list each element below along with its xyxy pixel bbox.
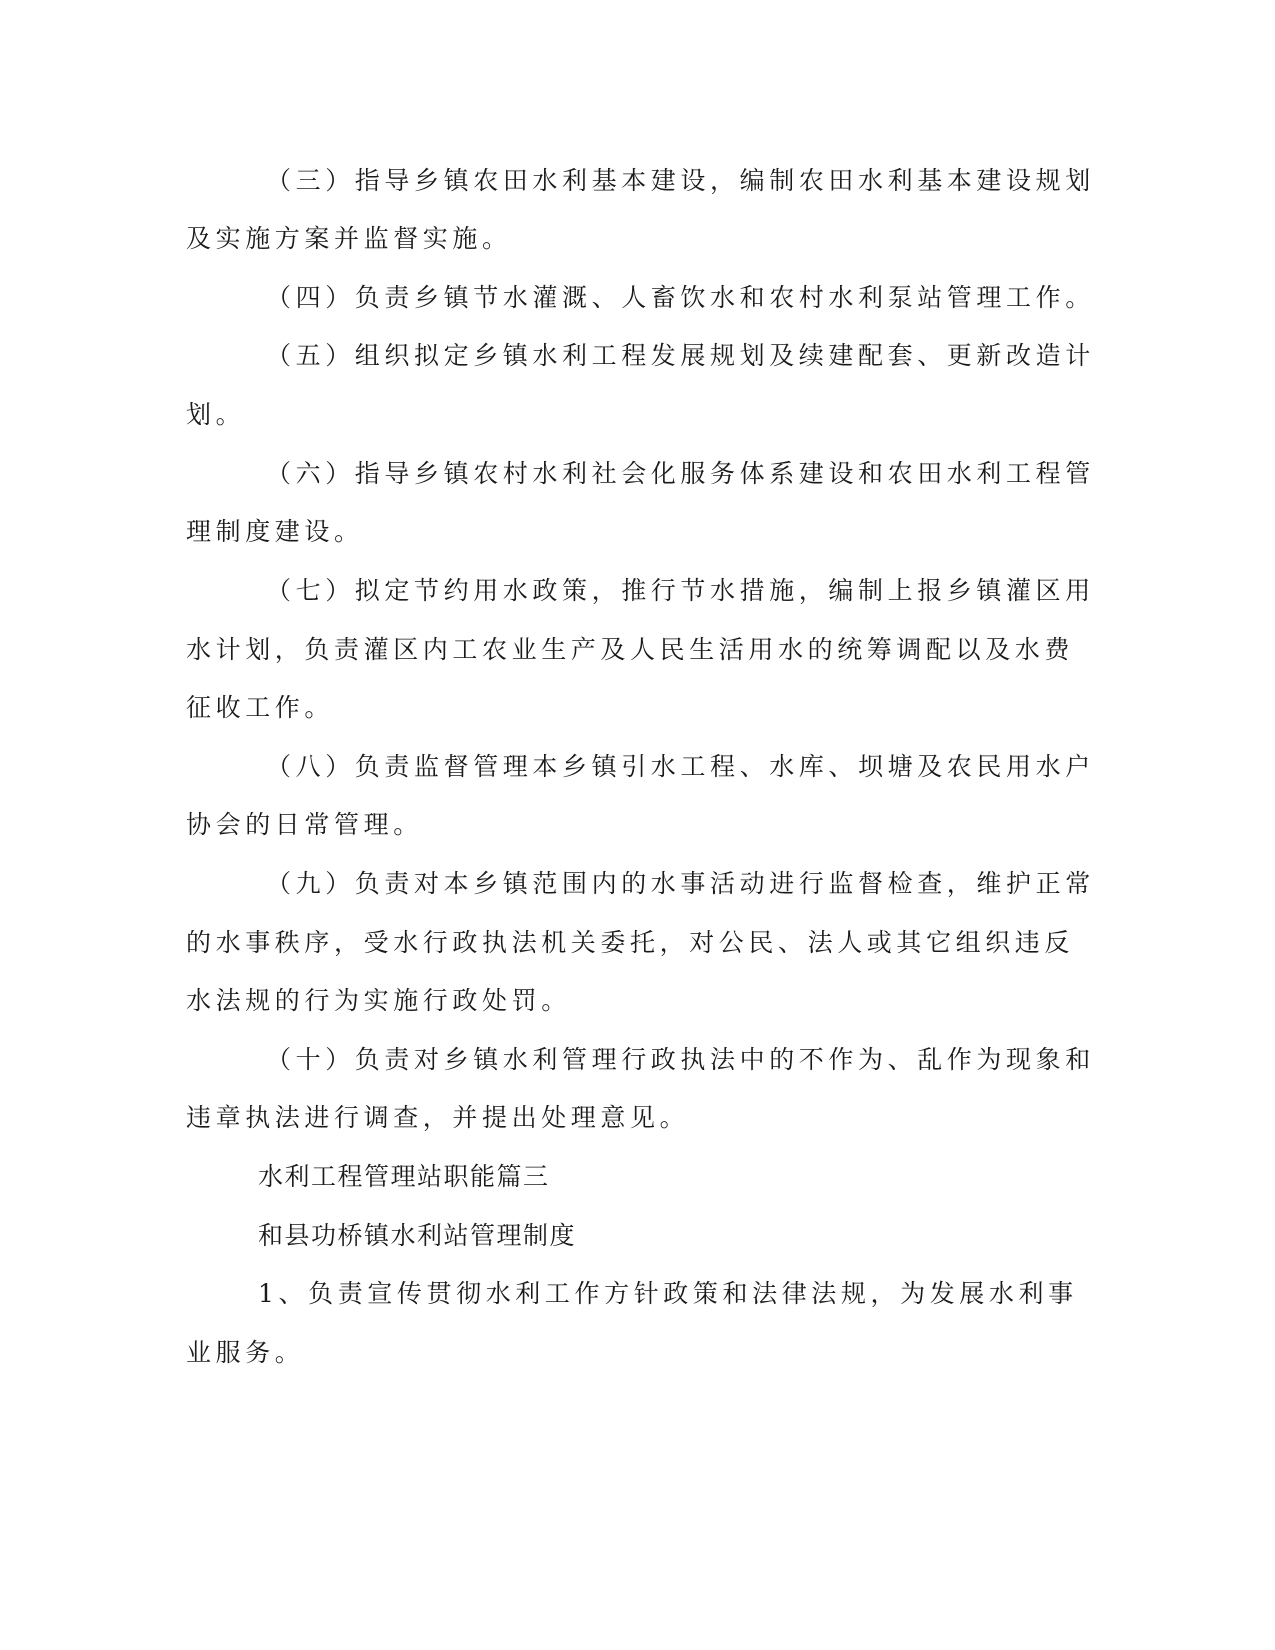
section-heading: 水利工程管理站职能篇三 xyxy=(258,1162,550,1191)
paragraph-line: 水计划，负责灌区内工农业生产及人民生活用水的统筹调配以及水费 xyxy=(186,635,1075,664)
paragraph-line: （九）负责对本乡镇范围内的水事活动进行监督检查，维护正常 xyxy=(266,869,1095,898)
paragraph-line: 划。 xyxy=(186,400,246,429)
paragraph-line: （三）指导乡镇农田水利基本建设，编制农田水利基本建设规划 xyxy=(266,166,1095,195)
paragraph-line: （七）拟定节约用水政策，推行节水措施，编制上报乡镇灌区用 xyxy=(266,576,1095,605)
paragraph-line: （十）负责对乡镇水利管理行政执法中的不作为、乱作为现象和 xyxy=(266,1045,1095,1074)
paragraph-line: 业服务。 xyxy=(186,1338,305,1367)
paragraph-line: （八）负责监督管理本乡镇引水工程、水库、坝塘及农民用水户 xyxy=(266,752,1095,781)
paragraph-line: 协会的日常管理。 xyxy=(186,810,423,839)
paragraph-line: 1、负责宣传贯彻水利工作方针政策和法律法规，为发展水利事 xyxy=(258,1279,1078,1308)
paragraph-line: （五）组织拟定乡镇水利工程发展规划及续建配套、更新改造计 xyxy=(266,341,1095,370)
section-subheading: 和县功桥镇水利站管理制度 xyxy=(258,1221,577,1250)
paragraph-line: 征收工作。 xyxy=(186,693,335,722)
paragraph-line: 理制度建设。 xyxy=(186,517,364,546)
paragraph-line: 违章执法进行调查，并提出处理意见。 xyxy=(186,1103,690,1132)
paragraph-line: （四）负责乡镇节水灌溉、人畜饮水和农村水利泵站管理工作。 xyxy=(266,283,1095,312)
paragraph-line: 水法规的行为实施行政处罚。 xyxy=(186,986,571,1015)
paragraph-line: （六）指导乡镇农村水利社会化服务体系建设和农田水利工程管 xyxy=(266,459,1095,488)
paragraph-line: 及实施方案并监督实施。 xyxy=(186,224,512,253)
paragraph-line: 的水事秩序，受水行政执法机关委托，对公民、法人或其它组织违反 xyxy=(186,928,1075,957)
